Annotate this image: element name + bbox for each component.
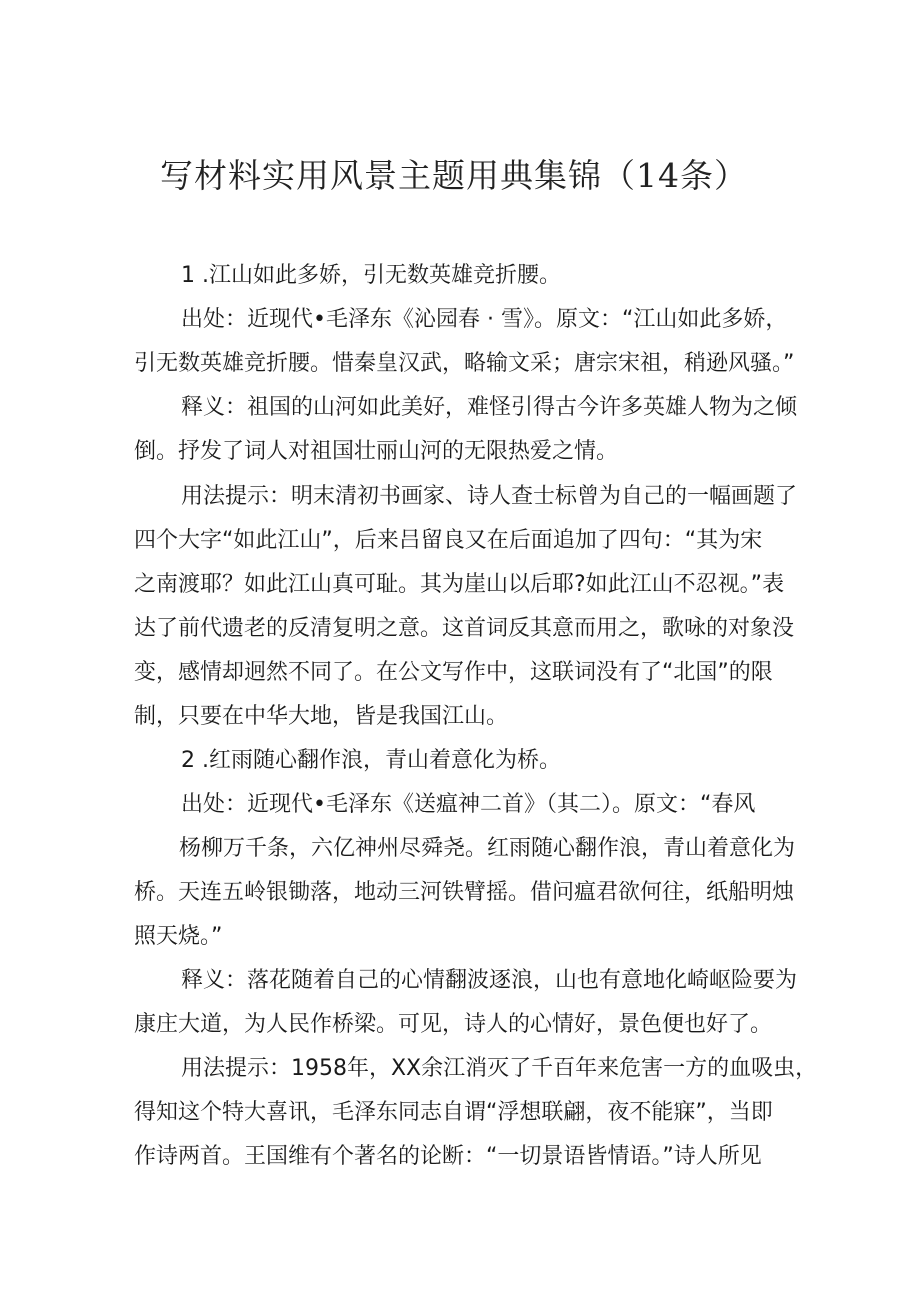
paragraph-line: 杨柳万千条，六亿神州尽舜尧。红雨随心翻作浪，青山着意化为 bbox=[179, 836, 796, 861]
paragraph-line: 之南渡耶？如此江山真可耻。其为崖山以后耶?如此江山不忍视。”表 bbox=[134, 572, 785, 597]
paragraph-line: 康庄大道，为人民作桥梁。可见，诗人的心情好，景色便也好了。 bbox=[134, 1012, 773, 1037]
paragraph-line: 照天烧。” bbox=[134, 924, 223, 949]
paragraph-line: 引无数英雄竞折腰。惜秦皇汉武，略输文采；唐宗宋祖，稍逊风骚。” bbox=[134, 351, 795, 376]
paragraph-line: 倒。抒发了词人对祖国壮丽山河的无限热爱之情。 bbox=[134, 439, 619, 464]
paragraph-line: 用法提示：1958年，XX余江消灭了千百年来危害一方的血吸虫， bbox=[181, 1056, 818, 1081]
paragraph-line: 得知这个特大喜讯，毛泽东同志自谓“浮想联翩，夜不能寐”，当即 bbox=[134, 1100, 773, 1125]
paragraph-line: 作诗两首。王国维有个著名的论断：“一切景语皆情语。”诗人所见 bbox=[134, 1144, 762, 1169]
section-2-heading: 2 .红雨随心翻作浪，青山着意化为桥。 bbox=[181, 748, 561, 773]
document-title: 写材料实用风景主题用典集锦（14条） bbox=[160, 156, 748, 195]
section-1-heading: 1 .江山如此多娇，引无数英雄竞折腰。 bbox=[181, 263, 561, 288]
paragraph-line: 桥。天连五岭银锄落，地动三河铁臂摇。借问瘟君欲何往，纸船明烛 bbox=[134, 880, 795, 905]
paragraph-line: 用法提示：明末清初书画家、诗人查士标曾为自己的一幅画题了 bbox=[181, 484, 798, 509]
paragraph-line: 出处：近现代•毛泽东《送瘟神二首》（其二）。原文：“春风 bbox=[181, 792, 756, 817]
paragraph-line: 变，感情却迥然不同了。在公文写作中，这联词没有了“北国”的限 bbox=[134, 660, 773, 685]
paragraph-line: 释义：祖国的山河如此美好，难怪引得古今许多英雄人物为之倾 bbox=[181, 395, 798, 420]
paragraph-line: 出处：近现代•毛泽东《沁园春 · 雪》。原文：“江山如此多娇， bbox=[181, 307, 788, 332]
paragraph-line: 四个大字“如此江山”，后来吕留良又在后面追加了四句：“其为宋 bbox=[134, 528, 763, 553]
paragraph-line: 达了前代遗老的反清复明之意。这首词反其意而用之，歌咏的对象没 bbox=[134, 616, 795, 641]
paragraph-line: 释义：落花随着自己的心情翻波逐浪，山也有意地化崎岖险要为 bbox=[181, 968, 798, 993]
paragraph-line: 制，只要在中华大地，皆是我国江山。 bbox=[134, 704, 509, 729]
